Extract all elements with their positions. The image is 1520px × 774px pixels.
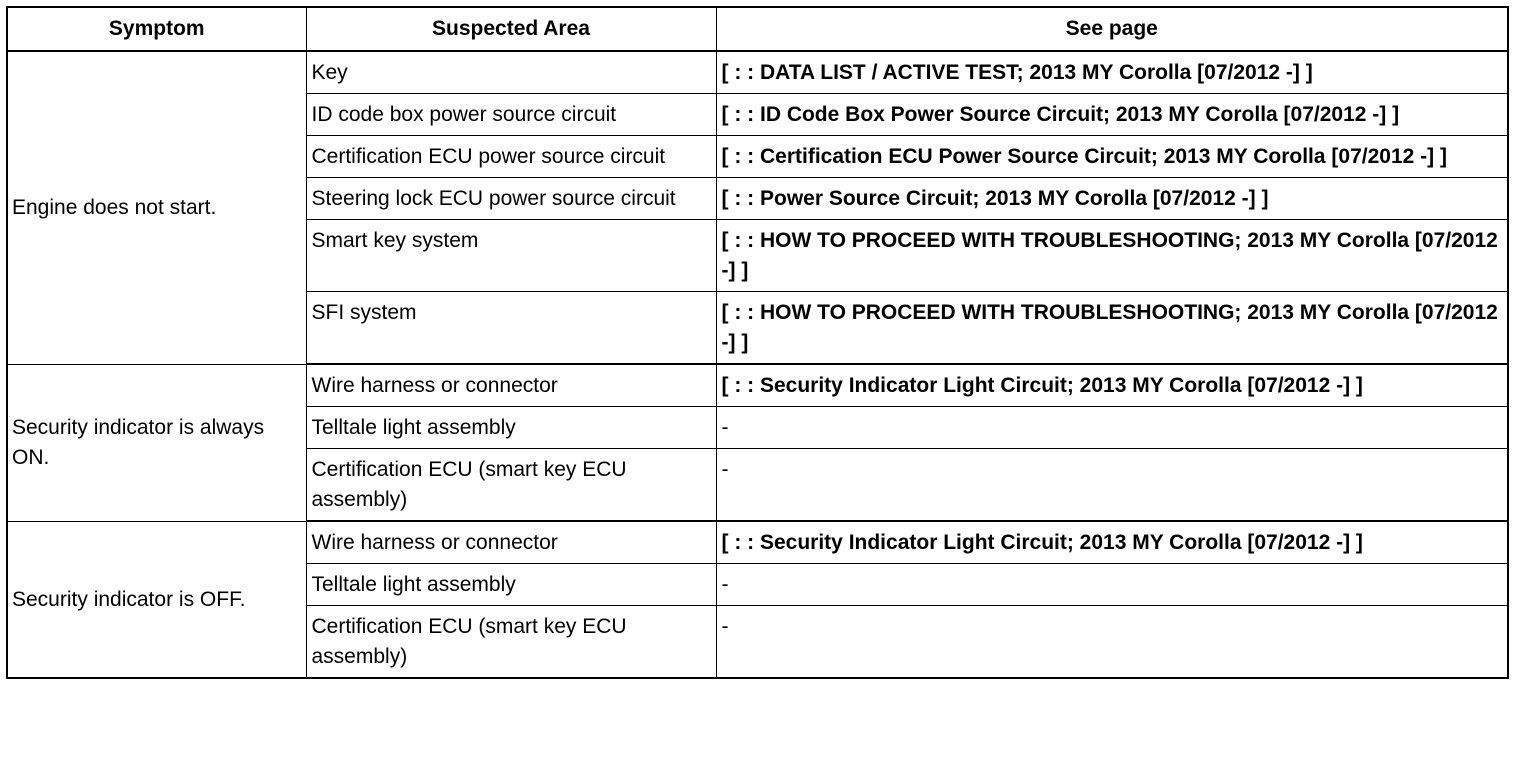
symptom-cell: Engine does not start.	[7, 51, 306, 364]
see-page-link[interactable]: [ : : Security Indicator Light Circuit; 2013 MY Corolla [07/2012 -] ]	[716, 521, 1508, 564]
see-page-cell: -	[716, 564, 1508, 606]
suspected-area-cell: SFI system	[306, 292, 716, 365]
suspected-area-cell: Certification ECU (smart key ECU assembly)	[306, 606, 716, 679]
table-row	[7, 521, 1508, 564]
table-row	[7, 364, 1508, 407]
header-suspected-area: Suspected Area	[306, 7, 716, 51]
symptom-cell: Security indicator is always ON.	[7, 364, 306, 521]
suspected-area-cell: Key	[306, 51, 716, 94]
see-page-link[interactable]: [ : : HOW TO PROCEED WITH TROUBLESHOOTING; 2013 MY Corolla [07/2012 -] ]	[716, 292, 1508, 365]
see-page-cell: -	[716, 606, 1508, 679]
header-see-page: See page	[716, 7, 1508, 51]
see-page-cell: -	[716, 449, 1508, 522]
suspected-area-cell: Telltale light assembly	[306, 407, 716, 449]
see-page-link[interactable]: [ : : HOW TO PROCEED WITH TROUBLESHOOTING; 2013 MY Corolla [07/2012 -] ]	[716, 220, 1508, 292]
suspected-area-cell: Wire harness or connector	[306, 521, 716, 564]
table-row	[7, 51, 1508, 94]
see-page-cell: -	[716, 407, 1508, 449]
suspected-area-cell: Steering lock ECU power source circuit	[306, 178, 716, 220]
symptom-cell: Security indicator is OFF.	[7, 521, 306, 678]
troubleshooting-table	[6, 6, 1509, 679]
see-page-link[interactable]: [ : : DATA LIST / ACTIVE TEST; 2013 MY Corolla [07/2012 -] ]	[716, 51, 1508, 94]
see-page-link[interactable]: [ : : Security Indicator Light Circuit; 2013 MY Corolla [07/2012 -] ]	[716, 364, 1508, 407]
suspected-area-cell: ID code box power source circuit	[306, 94, 716, 136]
header-symptom: Symptom	[7, 7, 306, 51]
see-page-link[interactable]: [ : : Certification ECU Power Source Circuit; 2013 MY Corolla [07/2012 -] ]	[716, 136, 1508, 178]
see-page-link[interactable]: [ : : ID Code Box Power Source Circuit; 2013 MY Corolla [07/2012 -] ]	[716, 94, 1508, 136]
suspected-area-cell: Certification ECU (smart key ECU assembly)	[306, 449, 716, 522]
suspected-area-cell: Smart key system	[306, 220, 716, 292]
suspected-area-cell: Wire harness or connector	[306, 364, 716, 407]
see-page-link[interactable]: [ : : Power Source Circuit; 2013 MY Corolla [07/2012 -] ]	[716, 178, 1508, 220]
header-row	[7, 7, 1508, 51]
suspected-area-cell: Certification ECU power source circuit	[306, 136, 716, 178]
suspected-area-cell: Telltale light assembly	[306, 564, 716, 606]
